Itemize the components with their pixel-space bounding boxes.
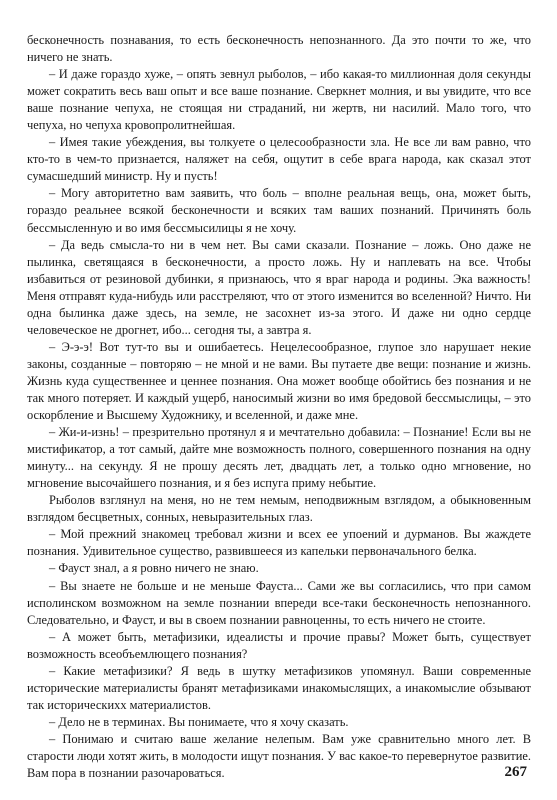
- paragraph: Рыболов взглянул на меня, но не тем немым, неподвижным взглядом, а обыкновенным взглядом бесцветных, сонных, невыразительных глаз.: [27, 493, 531, 525]
- paragraph: – Какие метафизики? Я ведь в шутку метафизиков упомянул. Ваши современные исторические материалисты бранят метафизиками инакомыслящих, а инакомыслие обзывают так историческихх материалистов.: [27, 663, 531, 712]
- paragraph: – А может быть, метафизики, идеалисты и прочие правы? Может быть, существует возможность всеобъемлющего познания?: [27, 629, 531, 661]
- page-number: 267: [504, 764, 527, 780]
- paragraph: – Могу авторитетно вам заявить, что боль – вполне реальная вещь, она, может быть, гораздо реальнее всякой бесконечности и всяких там ваших познаний. Причинять боль бессмысленную и во имя бессмысилицы я не хочу.: [27, 186, 531, 235]
- paragraph: – Дело не в терминах. Вы понимаете, что я хочу сказать.: [49, 714, 349, 729]
- paragraph: – Мой прежний знакомец требовал жизни и всех ее упоений и дурманов. Вы жаждете познания. Удивительное существо, развившееся из капельки первоначального белка.: [27, 527, 531, 559]
- paragraph: – Э-э-э! Вот тут-то вы и ошибаетесь. Нецелесообразное, глупое зло нарушает некие законы, созданные – повторяю – не мной и не вами. Вы путаете две вещи: познание и жизнь. Жизнь куда существеннее и ценнее познания. Она может вообще обойтись без познания и не так много потеряет. И каждый ущерб, наносимый жизни во имя бредовой бессмыслицы, – это оскорбление и Высшему Художнику, и вселенной, и даже мне.: [27, 339, 531, 423]
- paragraph: бесконечность познавания, то есть бесконечность непознанного. Да это почти то же, что ничего не знать.: [27, 33, 531, 65]
- paragraph: – Понимаю и считаю ваше желание нелепым. Вам уже сравнительно много лет. В старости люди хотят жить, в молодости ищут познания. У вас какое-то перевернутое развитие. Вам пора в познании разочароваться.: [27, 731, 531, 781]
- body-text: [27, 32, 531, 782]
- paragraph: – И даже гораздо хуже, – опять зевнул рыболов, – ибо какая-то миллионная доля секунды может сократить весь ваш опыт и все ваше познание. Сверкнет молния, и вы увидите, что все ваше познание чепуха, не стоящая ни страданий, ни жертв, ни насилий. Мало того, что чепуха, но чепуха кровопролитнейшая.: [27, 67, 531, 133]
- paragraph: – Имея такие убеждения, вы толкуете о целесообразности зла. Не все ли вам равно, что кто-то в чем-то признается, наляжет на себя, ощутит в себе врага народа, как сказал этот сумасшедший министр. Ну и пусть!: [27, 135, 531, 184]
- paragraph: – Да ведь смысла-то ни в чем нет. Вы сами сказали. Познание – ложь. Оно даже не пылинка, светящаяся в бесконечности, а просто ложь. Ну и наплевать на все. Чтобы избавиться от резиновой дубинки, я признаюсь, что я враг народа и родины. Эка важность! Меня отправят куда-нибудь или расстреляют, что от этого изменится во вселенной? Ничто. Ни одна былинка даже здесь, на земле, не засохнет из-за этого. И даже ни одно сердце человеческое не дрогнет, ибо... сегодня ты, а завтра я.: [27, 237, 531, 337]
- paragraph: – Вы знаете не больше и не меньше Фауста... Сами же вы согласились, что при самом исполинском возможном на земле познании впереди все-таки бесконечность непознанного. Следовательно, и Фауст, и вы в своем познании равноценны, то есть ничего не стоите.: [27, 578, 531, 627]
- paragraph: – Фауст знал, а я ровно ничего не знаю.: [49, 561, 259, 576]
- paragraph: – Жи-и-изнь! – презрительно протянул я и мечтательно добавила: – Познание! Если вы не мистификатор, а тот самый, дайте мне возможность полного, совершенного познания на одну минуту... на секунду. Я не прошу десять лет, двадцать лет, а только одно мгновение, но мгновение высочайшего познания, и я без испуга приму небытие.: [27, 425, 531, 491]
